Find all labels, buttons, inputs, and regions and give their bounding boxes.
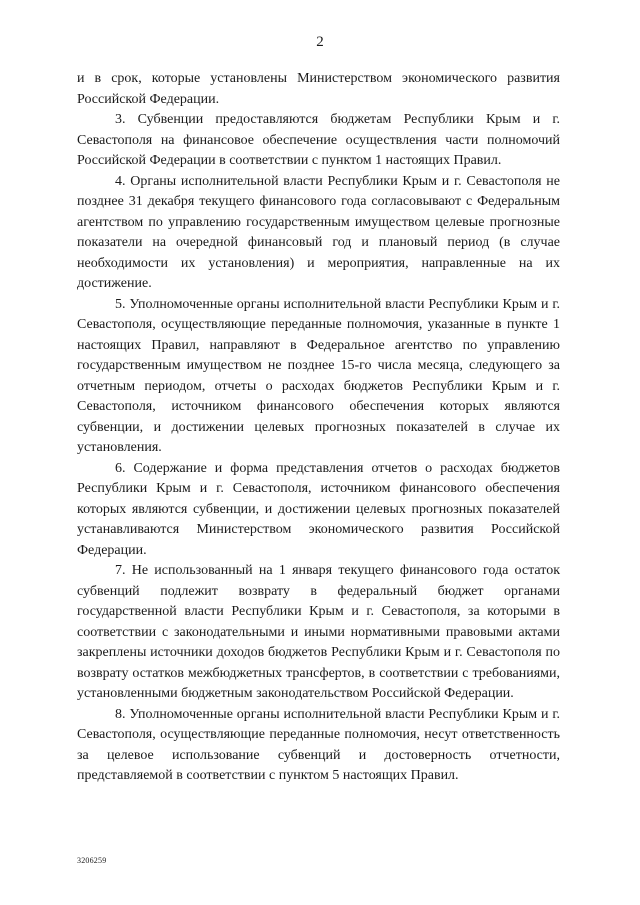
paragraph-7: 7. Не использованный на 1 января текущего финансового года остаток субвенций подлежит возврату в федеральный бюджет органами государственной власти Республики Крым и г. Севастополя, за которыми в соответствии с законодательными и иными нормативными правовыми актами закреплены источники доходов бюджетов Республики Крым и г. Севастополя по возврату остатков межбюджетных трансфертов, в соответствии с требованиями, установленными бюджетным законодательством Российской Федерации. [77,563,560,701]
paragraph-6: 6. Содержание и форма представления отчетов о расходах бюджетов Республики Крым и г. Севастополя, источником финансового обеспечения которых являются субвенции, и достижении целевых прогнозных показателей устанавливаются Министерством экономического развития Российской Федерации. [77,460,560,558]
page-number: 2 [316,34,324,50]
paragraph-4: 4. Органы исполнительной власти Республики Крым и г. Севастополя не позднее 31 декабря текущего финансового года согласовывают с Федеральным агентством по управлению государственным имуществом целевые прогнозные показатели на очередной финансовый год и плановый период (в случае необходимости их установления) и мероприятия, направленные на их достижение. [77,173,560,291]
paragraph-3: 3. Субвенции предоставляются бюджетам Республики Крым и г. Севастополя на финансовое обеспечение осуществления части полномочий Российской Федерации в соответствии с пунктом 1 настоящих Правил. [77,112,560,168]
paragraph-5: 5. Уполномоченные органы исполнительной власти Республики Крым и г. Севастополя, осуществляющие переданные полномочия, указанные в пункте 1 настоящих Правил, направляют в Федеральное агентство по управлению государственным имуществом не позднее 15-го числа месяца, следующего за отчетным периодом, отчеты о расходах бюджетов Республики Крым и г. Севастополя, источником финансового обеспечения которых являются субвенции, и достижении целевых прогнозных показателей в случае их установления. [77,296,560,455]
document-body [77,69,560,787]
paragraph-continuation: и в срок, которые установлены Министерством экономического развития Российской Федерации. [77,71,560,107]
document-code: 3206259 [77,856,107,865]
paragraph-8: 8. Уполномоченные органы исполнительной власти Республики Крым и г. Севастополя, осуществляющие переданные полномочия, несут ответственность за целевое использование субвенций и достоверность отчетности, представляемой в соответствии с пунктом 5 настоящих Правил. [77,706,560,783]
